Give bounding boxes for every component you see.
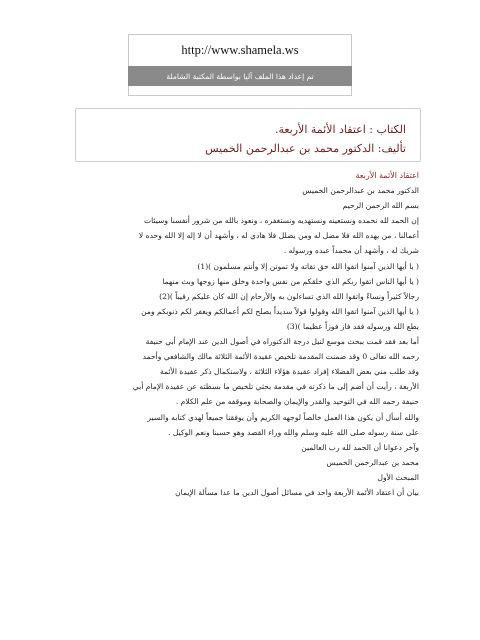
text-line: الأربعة ، رأيت أن أضم إلى ما ذكرته في مقدمة بحثي تلخيص ما بسطته عن عقيدة الإمام أبي	[132, 382, 419, 392]
text-line: ( يا أيها الذين آمنوا اتقوا الله حق تقاته ولا تموتن إلا وأنتم مسلمون )(1)	[197, 261, 419, 271]
header-frame	[128, 34, 352, 96]
text-line: ( يا أيها الناس اتقوا ربكم الذي خلقكم من نفس واحدة وخلق منها زوجها وبث منهما	[162, 276, 419, 286]
text-line: أعمالنا ، من يهده الله فلا مضل له ومن يضلل فلا هادي له ، وأشهد أن لا إله إلا الله وحده لا	[138, 231, 419, 241]
book-info-box	[75, 108, 421, 162]
body-text	[60, 168, 419, 500]
text-line: ( يا أيها الذين آمنوا اتقوا الله وقولوا قولاً سديداً يصلح لكم أعمالكم ويغفر لكم ذنوبكم ومن	[141, 306, 419, 316]
text-line: المبحث الأول	[377, 472, 419, 482]
generated-banner: تم إعداد هذا الملف آليا بواسطة المكتبة الشاملة	[128, 66, 352, 86]
text-line: بسم الله الرحمن الرحيم	[342, 201, 419, 211]
text-line: أما بعد فقد قمت ببحث موسع لنيل درجة الدكتوراه في أصول الدين عند الإمام أبي حنيفة	[145, 337, 419, 347]
text-line: رحمه الله تعالى 0 وقد ضمنت المقدمة تلخيص عقيدة الأئمة الثلاثة مالك والشافعي وأحمد	[142, 352, 419, 362]
section-heading: اعتقاد الأئمة الأربعة	[355, 171, 419, 180]
text-line: الدكتور محمد بن عبدالرحمن الخميس	[302, 186, 419, 196]
text-line: والله أسأل أن يكون هذا العمل خالصاً لوجهه الكريم وأن يوفقنا جميعاً لهدي كتابه والسير	[147, 412, 419, 422]
book-author: تأليف: الدكتور محمد بن عبدالرحمن الخميس	[205, 142, 406, 155]
text-line: إن الحمد لله نحمده ونستعينه ونستهديه ونستغفره ، ونعوذ بالله من شرور أنفسنا وسيئات	[143, 216, 419, 226]
text-line: يطع الله ورسوله فقد فاز فوزاً عظيما )(3)	[286, 321, 419, 331]
text-line: وآخر دعوانا أن الحمد لله رب العالمين	[301, 442, 419, 452]
site-url[interactable]: http://www.shamela.ws	[181, 42, 299, 57]
text-line: حنيفة رحمه الله في التوحيد والقدر والإيمان والصحابة وموقفه من علم الكلام .	[175, 397, 419, 407]
text-line: على سنة رسوله صلى الله عليه وسلم والله وراء القصد وهو حسبنا ونعم الوكيل .	[168, 427, 419, 437]
text-line: وقد طلب مني بعض الفضلاء إفراد عقيدة هؤلاء الثلاثة ، ولاستكمال ذكر عقيدة الأئمة	[159, 367, 419, 377]
book-title: الكتاب : اعتقاد الأئمة الأربعة.	[274, 123, 406, 136]
text-line: شريك له ، وأشهد أن محمداً عبده ورسوله .	[283, 246, 419, 256]
text-line: محمد بن عبدالرحمن الخميس	[326, 457, 419, 467]
text-line: بيان أن اعتقاد الأئمة الأربعة واحد في مسائل أصول الدين ما عدا مسألة الإيمان	[175, 487, 419, 497]
text-line: رجالاً كثيراً ونساءً واتقوا الله الذي تساءلون به والأرحام إن الله كان عليكم رقيباً )(2)	[159, 291, 419, 301]
